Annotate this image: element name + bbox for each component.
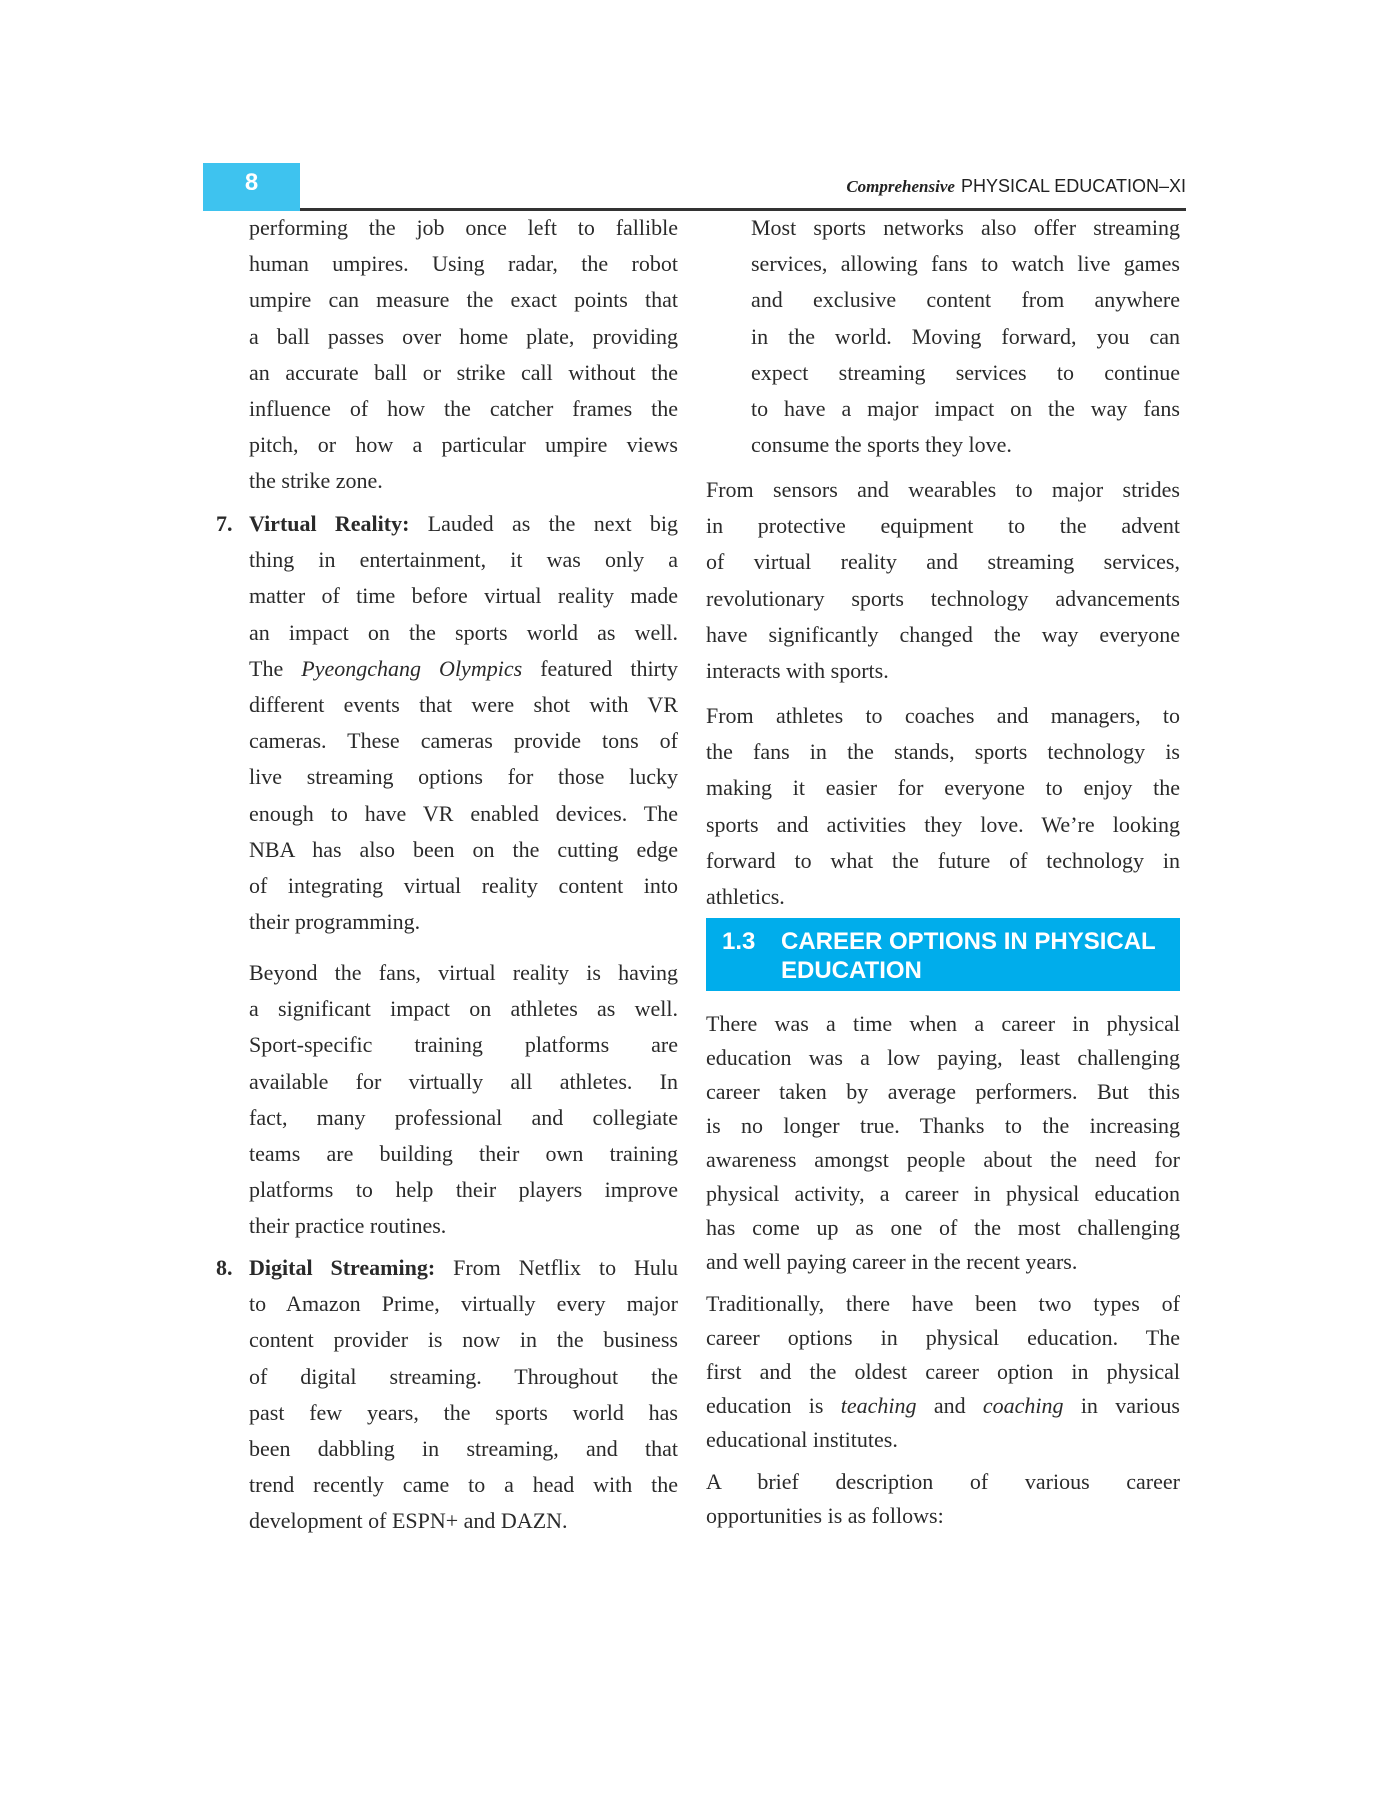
text-line: a ball passes over home plate, providing <box>249 323 678 349</box>
paragraph-traditional-options <box>706 1287 1180 1457</box>
text-line: first and the oldest career option in physical <box>706 1359 1180 1384</box>
text-line: opportunities is as follows: <box>706 1503 944 1528</box>
text-line: making it easier for everyone to enjoy the <box>706 775 1180 801</box>
text-line: influence of how the catcher frames the <box>249 396 678 422</box>
list-number: 7. <box>216 511 233 536</box>
bold-term: Digital Streaming: <box>249 1255 436 1280</box>
italic-term: coaching <box>982 1393 1064 1418</box>
text-line: to Amazon Prime, virtually every major <box>249 1291 678 1317</box>
section-title: CAREER OPTIONS IN PHYSICAL EDUCATION <box>781 928 1156 984</box>
text-line: in protective equipment to the advent <box>706 513 1180 539</box>
text-line: of digital streaming. Throughout the <box>249 1363 678 1389</box>
text-line: physical activity, a career in physical education <box>706 1181 1180 1206</box>
text-line: Beyond the fans, virtual reality is having <box>249 960 678 985</box>
text-line: A brief description of various career <box>706 1469 1180 1494</box>
text-line: From sensors and wearables to major strides <box>706 477 1180 502</box>
text-line: matter of time before virtual reality made <box>249 583 678 609</box>
text-line <box>249 651 678 687</box>
text-line: been dabbling in streaming, and that <box>249 1436 678 1462</box>
text-line: From athletes to coaches and managers, to <box>706 703 1180 728</box>
text-line: consume the sports they love. <box>751 432 1012 458</box>
paragraph-streaming-services <box>751 210 1180 463</box>
text-line: the strike zone. <box>249 468 383 494</box>
text-line: development of ESPN+ and DAZN. <box>249 1508 568 1534</box>
text-run: education is <box>706 1393 841 1418</box>
running-header <box>846 176 1186 197</box>
text-line: teams are building their own training <box>249 1141 678 1167</box>
text-line: revolutionary sports technology advancements <box>706 585 1180 611</box>
text-line: human umpires. Using radar, the robot <box>249 251 678 277</box>
paragraph-athletes <box>706 698 1180 915</box>
text-line: available for virtually all athletes. In <box>249 1068 678 1094</box>
bold-term: Virtual Reality: <box>249 511 410 536</box>
text-line: athletics. <box>706 884 785 910</box>
text-line: of virtual reality and streaming services, <box>706 549 1180 575</box>
italic-term: Pyeongchang Olympics <box>301 655 523 681</box>
paragraph-sensors <box>706 472 1180 689</box>
paragraph-career-history <box>706 1007 1180 1279</box>
text-line <box>249 1250 678 1286</box>
paragraph-brief-description <box>706 1465 1180 1533</box>
text-line: the fans in the stands, sports technology is <box>706 739 1180 765</box>
text-line: and well paying career in the recent years. <box>706 1249 1078 1274</box>
text-line: umpire can measure the exact points that <box>249 287 678 313</box>
list-item-virtual-reality <box>249 506 678 940</box>
text-line: has come up as one of the most challenging <box>706 1215 1180 1240</box>
text-line: thing in entertainment, it was only a <box>249 547 678 573</box>
text-line: different events that were shot with VR <box>249 692 678 718</box>
text-line: fact, many professional and collegiate <box>249 1104 678 1130</box>
text-run: featured thirty <box>522 655 678 681</box>
text-line <box>249 506 678 542</box>
text-line: platforms to help their players improve <box>249 1177 678 1203</box>
text-line: of integrating virtual reality content into <box>249 873 678 899</box>
text-line: Most sports networks also offer streaming <box>751 215 1180 240</box>
paragraph-beyond-fans <box>249 955 678 1245</box>
text-line: in the world. Moving forward, you can <box>751 323 1180 349</box>
text-run: Lauded as the next big <box>409 511 678 536</box>
text-line: to have a major impact on the way fans <box>751 396 1180 422</box>
text-run: From Netflix to Hulu <box>435 1255 679 1280</box>
text-line: awareness amongst people about the need for <box>706 1147 1180 1172</box>
text-line: performing the job once left to fallible <box>249 215 678 240</box>
text-line <box>706 1389 1180 1423</box>
text-line: expect streaming services to continue <box>751 359 1180 385</box>
section-number: 1.3 <box>722 928 756 955</box>
text-line: educational institutes. <box>706 1427 898 1452</box>
text-line: pitch, or how a particular umpire views <box>249 432 678 458</box>
list-item-digital-streaming <box>249 1250 678 1540</box>
brand-wordmark: Comprehensive <box>846 177 955 196</box>
text-line: forward to what the future of technology in <box>706 847 1180 873</box>
section-heading <box>706 918 1180 991</box>
text-run: and <box>916 1393 983 1418</box>
text-line: their practice routines. <box>249 1213 447 1239</box>
text-line: trend recently came to a head with the <box>249 1472 678 1498</box>
text-line: NBA has also been on the cutting edge <box>249 836 678 862</box>
text-line: cameras. These cameras provide tons of <box>249 728 678 754</box>
book-title: PHYSICAL EDUCATION–XI <box>960 176 1186 196</box>
list-number: 8. <box>216 1255 233 1280</box>
text-line: content provider is now in the business <box>249 1327 678 1353</box>
text-run: in various <box>1063 1393 1180 1418</box>
text-line: have significantly changed the way everyone <box>706 621 1180 647</box>
text-line: education was a low paying, least challenging <box>706 1045 1180 1070</box>
text-line: and exclusive content from anywhere <box>751 287 1180 313</box>
italic-term: teaching <box>840 1393 917 1418</box>
text-line: is no longer true. Thanks to the increasing <box>706 1113 1180 1138</box>
text-line: past few years, the sports world has <box>249 1399 678 1425</box>
text-line: services, allowing fans to watch live games <box>751 251 1180 277</box>
text-line: sports and activities they love. We’re looking <box>706 811 1180 837</box>
text-line: an accurate ball or strike call without the <box>249 359 678 385</box>
text-line: Sport-specific training platforms are <box>249 1032 678 1058</box>
text-line: career taken by average performers. But this <box>706 1079 1180 1104</box>
text-line: enough to have VR enabled devices. The <box>249 800 678 826</box>
text-line: There was a time when a career in physical <box>706 1011 1180 1036</box>
text-line: their programming. <box>249 909 421 935</box>
text-line: career options in physical education. The <box>706 1325 1180 1350</box>
text-line: a significant impact on athletes as well. <box>249 996 678 1022</box>
text-run: The <box>249 655 302 681</box>
text-line: an impact on the sports world as well. <box>249 619 678 645</box>
paragraph-robot-umpire <box>249 210 678 500</box>
text-line: live streaming options for those lucky <box>249 764 678 790</box>
text-line: interacts with sports. <box>706 658 889 684</box>
text-line: Traditionally, there have been two types of <box>706 1291 1180 1316</box>
page-number: 8 <box>203 163 300 211</box>
